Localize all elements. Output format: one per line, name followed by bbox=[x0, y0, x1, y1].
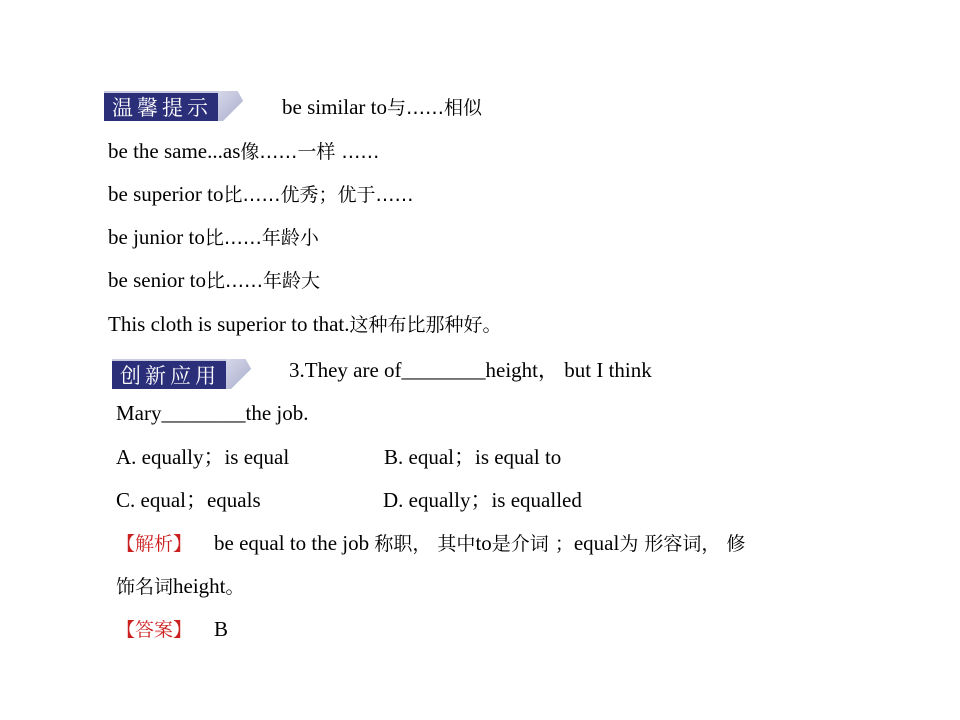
analysis-label: 【解析】 bbox=[116, 533, 193, 555]
analysis-line-2: 饰名词height。 bbox=[116, 574, 245, 598]
tip-line-4: be junior to比……年龄小 bbox=[108, 225, 319, 249]
tip-line-5: be senior to比……年龄大 bbox=[108, 268, 320, 292]
badge-arrow-icon bbox=[226, 359, 254, 389]
question-line-1: 3.They are of________height， but I think bbox=[289, 358, 652, 382]
option-b: B. equal；is equal to bbox=[384, 445, 562, 469]
tip-line-3: be superior to比……优秀；优于…… bbox=[108, 182, 414, 206]
answer-value: B bbox=[214, 617, 229, 641]
option-c: C. equal；equals bbox=[116, 488, 261, 512]
tip-badge-label: 温馨提示 bbox=[104, 91, 218, 121]
answer-label: 【答案】 bbox=[116, 619, 193, 641]
tip-badge bbox=[104, 91, 246, 121]
question-line-2: Mary________the job. bbox=[116, 401, 309, 425]
badge-arrow-icon bbox=[218, 91, 246, 121]
option-a: A. equally；is equal bbox=[116, 445, 290, 469]
option-d: D. equally；is equalled bbox=[383, 488, 582, 512]
answer-line bbox=[116, 616, 228, 643]
tip-line-1: be similar to与……相似 bbox=[282, 95, 482, 119]
practice-badge bbox=[112, 359, 254, 389]
tip-line-6: This cloth is superior to that.这种布比那种好。 bbox=[108, 312, 502, 336]
tip-line-2: be the same...as像……一样 …… bbox=[108, 139, 380, 163]
analysis-line-1: 【解析】 be equal to the job 称职， 其中to是介词 ；equal为 形容词， 修 bbox=[116, 531, 746, 555]
practice-badge-label: 创新应用 bbox=[112, 359, 226, 389]
